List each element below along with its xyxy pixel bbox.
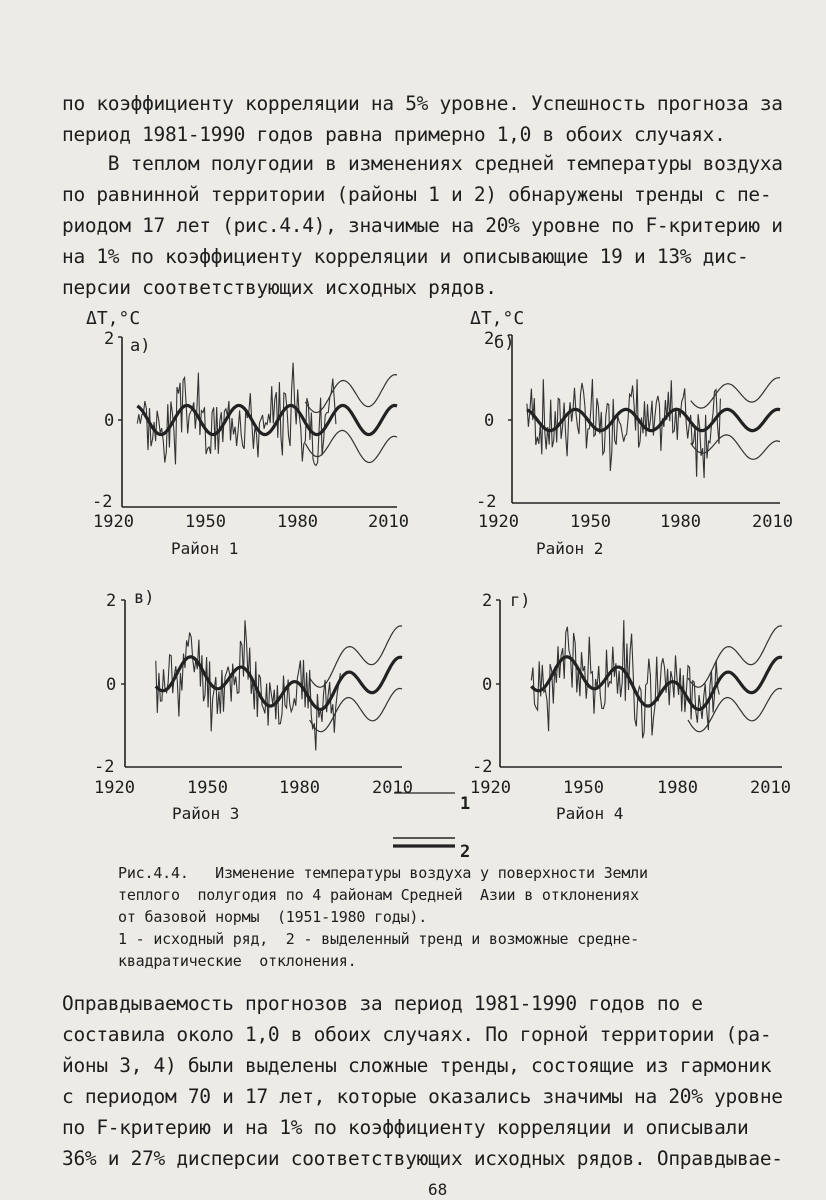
y-axis-label: ΔT,°C xyxy=(470,308,525,329)
caption-line: теплого полугодия по 4 районам Средней Азии в отклонениях xyxy=(118,886,640,904)
text-line: по равнинной территории (районы 1 и 2) обнаружены тренды с пе- xyxy=(62,183,772,206)
panel-c xyxy=(94,588,413,823)
plot-area xyxy=(156,620,402,750)
text-line: с периодом 70 и 17 лет, которые оказались значимы на 20% уровне xyxy=(62,1085,783,1108)
text-line: период 1981-1990 годов равна примерно 1,0 в обоих случаях. xyxy=(62,123,726,146)
x-tick-label: 1950 xyxy=(187,778,228,798)
text-line: составила около 1,0 в обоих случаях. По горной территории (ра- xyxy=(62,1023,772,1046)
series-1-original xyxy=(156,620,341,750)
text-line: Оправдываемость прогнозов за период 1981-1990 годов по е xyxy=(62,992,703,1015)
x-tick-label: 1980 xyxy=(279,778,320,798)
y-tick-label: 2 xyxy=(106,591,117,611)
panel-letter: б) xyxy=(494,333,515,353)
y-tick-label: 0 xyxy=(482,675,493,695)
panel-title: Район 1 xyxy=(171,539,239,558)
y-tick-label: -2 xyxy=(94,757,115,777)
y-tick-label: -2 xyxy=(476,492,497,512)
caption-line: Рис.4.4. Изменение температуры воздуха у поверхности Земли xyxy=(118,864,648,882)
panel-title: Район 2 xyxy=(536,539,604,558)
text-line: на 1% по коэффициенту корреляции и описывающие 19 и 13% дис- xyxy=(62,245,749,268)
x-tick-label: 1980 xyxy=(660,512,701,532)
text-line: 36% и 27% дисперсии соответствующих исходных рядов. Оправдывае- xyxy=(62,1147,783,1170)
text-line: В теплом полугодии в изменениях средней температуры воздуха xyxy=(62,152,783,175)
caption-line: 1 - исходный ряд, 2 - выделенный тренд и возможные средне- xyxy=(118,930,640,948)
x-tick-label: 2010 xyxy=(368,512,409,532)
x-tick-label: 1920 xyxy=(478,512,519,532)
series-2-trend xyxy=(156,657,402,710)
plot-area xyxy=(137,363,397,466)
legend xyxy=(393,793,470,860)
legend-label: 2 xyxy=(460,842,471,860)
x-tick-label: 1920 xyxy=(94,778,135,798)
x-tick-label: 1980 xyxy=(277,512,318,532)
x-tick-label: 1920 xyxy=(470,778,511,798)
plot-area xyxy=(527,378,780,478)
text-line: по коэффициенту корреляции на 5% уровне. Успешность прогноза за xyxy=(62,92,783,115)
series-1-original xyxy=(137,363,336,466)
panel-a xyxy=(86,308,409,558)
caption-line: квадратические отклонения. xyxy=(118,952,357,970)
y-tick-label: 0 xyxy=(484,411,495,431)
panel-b xyxy=(470,308,793,558)
x-tick-label: 1980 xyxy=(657,778,698,798)
panel-title: Район 3 xyxy=(172,804,240,823)
x-tick-label: 1920 xyxy=(93,512,134,532)
y-tick-label: -2 xyxy=(472,757,493,777)
panel-title: Район 4 xyxy=(556,804,624,823)
panel-d xyxy=(470,591,791,823)
panel-letter: г) xyxy=(510,591,531,611)
y-tick-label: 2 xyxy=(104,329,115,349)
caption-line: от базовой нормы (1951-1980 годы). xyxy=(118,908,428,926)
x-tick-label: 1950 xyxy=(570,512,611,532)
upper-deviation-line xyxy=(305,375,397,413)
paragraph-3 xyxy=(62,988,782,1174)
y-tick-label: 0 xyxy=(106,675,117,695)
plot-area xyxy=(531,620,782,738)
x-tick-label: 1950 xyxy=(185,512,226,532)
figure-caption xyxy=(118,862,808,972)
panel-letter: а) xyxy=(130,336,151,356)
y-axis-label: ΔT,°C xyxy=(86,308,141,329)
page-number: 68 xyxy=(428,1180,448,1199)
x-tick-label: 1950 xyxy=(563,778,604,798)
upper-deviation-line xyxy=(691,378,780,408)
x-tick-label: 2010 xyxy=(752,512,793,532)
text-line: риодом 17 лет (рис.4.4), значимые на 20% уровне по F-критерию и xyxy=(62,214,783,237)
panel-letter: в) xyxy=(134,588,155,608)
legend-label: 1 xyxy=(460,794,471,814)
y-tick-label: 2 xyxy=(484,329,495,349)
text-line: персии соответствующих исходных рядов. xyxy=(62,276,497,299)
series-1-original xyxy=(531,620,719,738)
y-tick-label: 0 xyxy=(104,411,115,431)
x-tick-label: 2010 xyxy=(750,778,791,798)
x-tick-label: 2010 xyxy=(372,778,413,798)
text-line: йоны 3, 4) были выделены сложные тренды, состоящие из гармоник xyxy=(62,1054,772,1077)
y-tick-label: -2 xyxy=(92,492,113,512)
y-tick-label: 2 xyxy=(482,591,493,611)
text-line: по F-критерию и на 1% по коэффициенту корреляции и описывали xyxy=(62,1116,749,1139)
